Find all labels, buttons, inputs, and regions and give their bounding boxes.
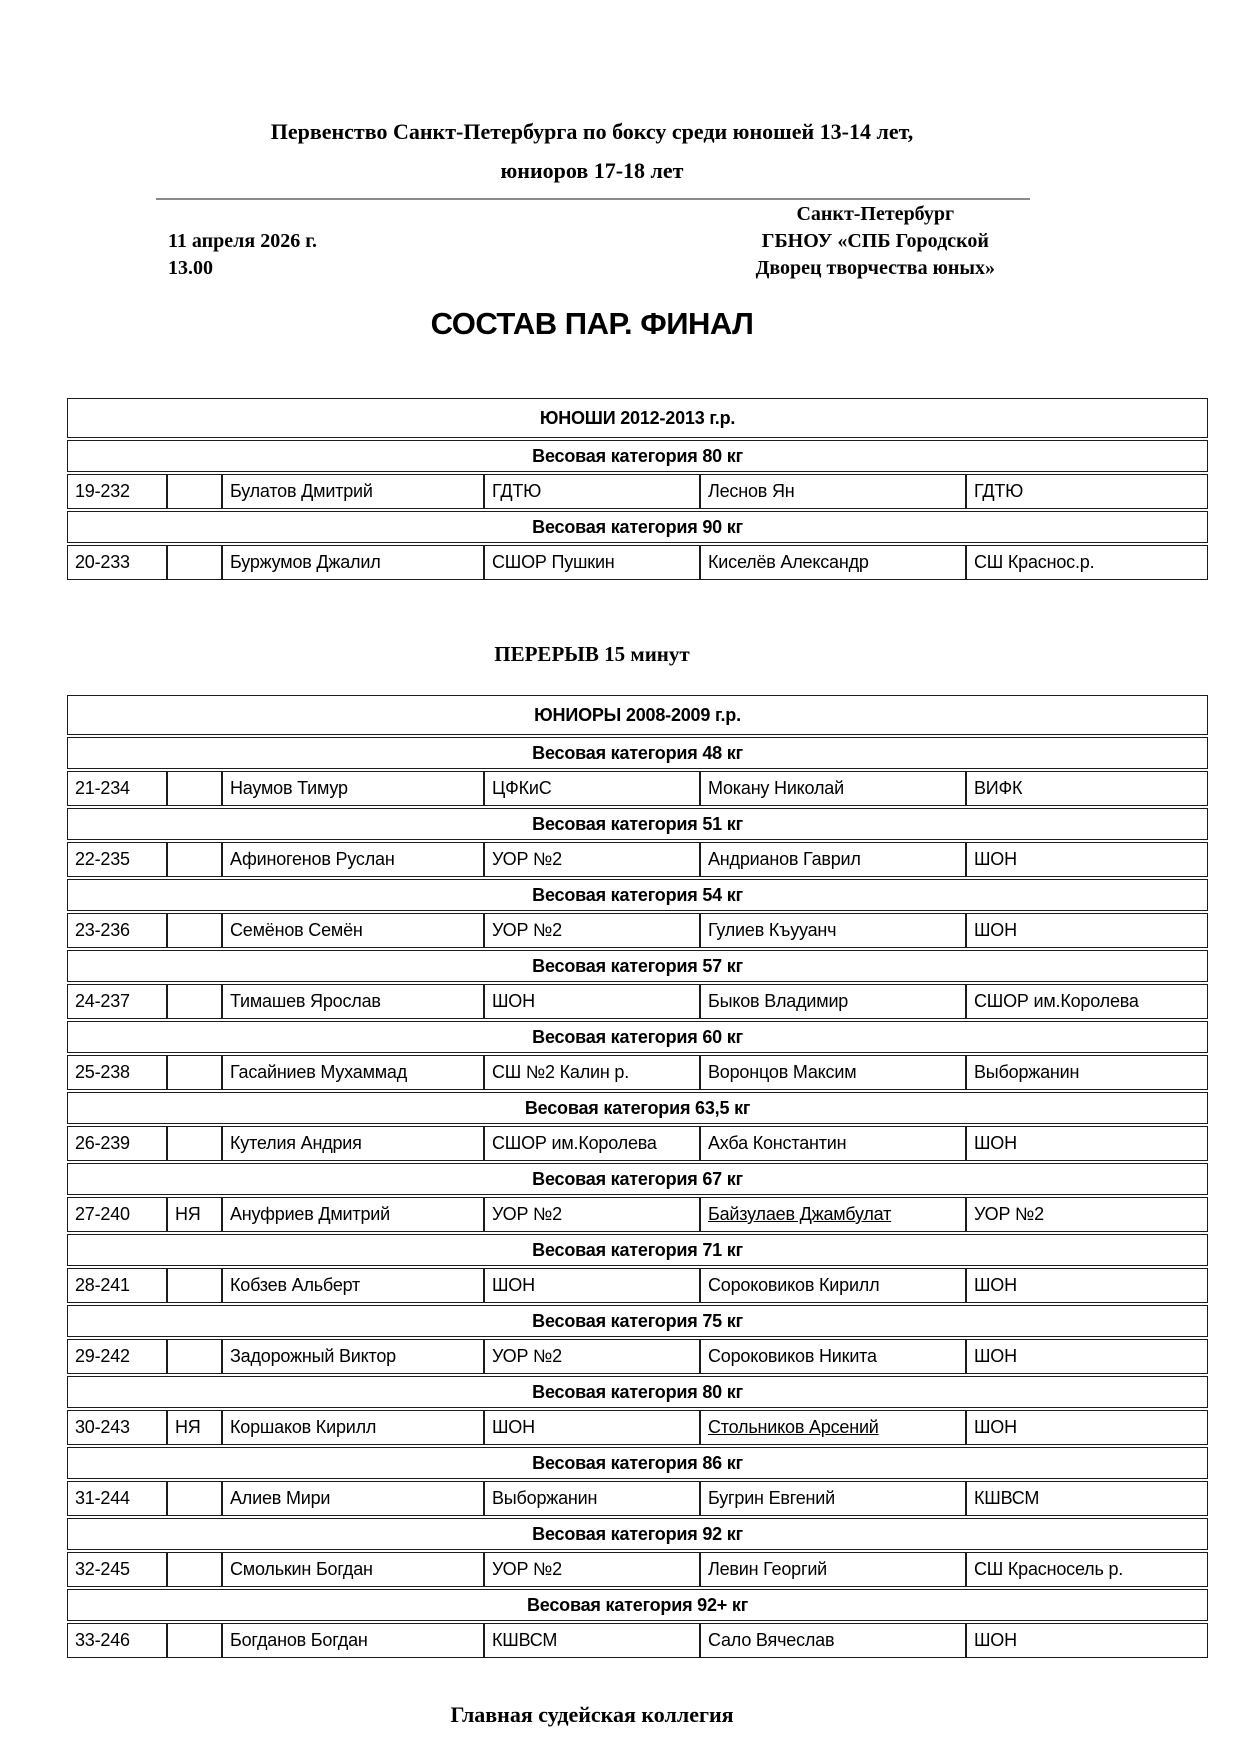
weight-category-row xyxy=(67,1518,1208,1550)
weight-category-row xyxy=(67,1092,1208,1124)
bout-number: 23-236 xyxy=(67,913,167,948)
blue-corner-club: ШОН xyxy=(966,1268,1208,1303)
weight-category-row xyxy=(67,1163,1208,1195)
bout-number: 32-245 xyxy=(67,1552,167,1587)
red-corner-name: Кобзев Альберт xyxy=(222,1268,484,1303)
blue-corner-club: ШОН xyxy=(966,1339,1208,1374)
red-corner-club: СШОР Пушкин xyxy=(484,545,700,580)
blue-corner-name: Стольников Арсений xyxy=(700,1410,966,1445)
weight-category: Весовая категория 60 кг xyxy=(67,1021,1208,1053)
bout-number: 29-242 xyxy=(67,1339,167,1374)
weight-category-row xyxy=(67,440,1208,472)
section-title: ЮНОШИ 2012-2013 г.р. xyxy=(67,398,1208,438)
weight-category: Весовая категория 63,5 кг xyxy=(67,1092,1208,1124)
main-heading: СОСТАВ ПАР. ФИНАЛ xyxy=(430,306,754,341)
blue-corner-club: УОР №2 xyxy=(966,1197,1208,1232)
weight-category-row xyxy=(67,879,1208,911)
bout-row xyxy=(67,1552,1208,1587)
blue-corner-name: Быков Владимир xyxy=(700,984,966,1019)
weight-category-row xyxy=(67,1234,1208,1266)
red-corner-name: Булатов Дмитрий xyxy=(222,474,484,509)
blue-corner-name: Гулиев Къууанч xyxy=(700,913,966,948)
bout-row xyxy=(67,474,1208,509)
blue-corner-club: СШ Краснос.р. xyxy=(966,545,1208,580)
weight-category-row xyxy=(67,1589,1208,1621)
blue-corner-name: Сороковиков Кирилл xyxy=(700,1268,966,1303)
blue-corner-name: Ахба Константин xyxy=(700,1126,966,1161)
pairs-table-yunoshi xyxy=(67,396,1208,582)
blue-corner-club: СШ Красносель р. xyxy=(966,1552,1208,1587)
blue-corner-name: Байзулаев Джамбулат xyxy=(700,1197,966,1232)
weight-category: Весовая категория 86 кг xyxy=(67,1447,1208,1479)
weight-category: Весовая категория 71 кг xyxy=(67,1234,1208,1266)
blue-corner-name: Сороковиков Никита xyxy=(700,1339,966,1374)
weight-category: Весовая категория 75 кг xyxy=(67,1305,1208,1337)
event-time: 13.00 xyxy=(168,257,213,279)
bout-mark: НЯ xyxy=(167,1197,222,1232)
weight-category: Весовая категория 67 кг xyxy=(67,1163,1208,1195)
weight-category: Весовая категория 90 кг xyxy=(67,511,1208,543)
bout-mark xyxy=(167,1339,222,1374)
red-corner-club: УОР №2 xyxy=(484,842,700,877)
blue-corner-club: ВИФК xyxy=(966,771,1208,806)
event-city: Санкт-Петербург xyxy=(796,203,955,225)
bout-mark xyxy=(167,771,222,806)
red-corner-club: УОР №2 xyxy=(484,1197,700,1232)
title-line2: юниоров 17-18 лет xyxy=(500,158,684,183)
red-corner-club: ГДТЮ xyxy=(484,474,700,509)
bout-mark xyxy=(167,842,222,877)
bout-number: 25-238 xyxy=(67,1055,167,1090)
weight-category: Весовая категория 80 кг xyxy=(67,1376,1208,1408)
red-corner-name: Семёнов Семён xyxy=(222,913,484,948)
footer-note: Главная судейская коллегия xyxy=(450,1702,734,1727)
bout-mark xyxy=(167,1126,222,1161)
red-corner-club: КШВСМ xyxy=(484,1623,700,1658)
blue-corner-name: Андрианов Гаврил xyxy=(700,842,966,877)
bout-mark xyxy=(167,984,222,1019)
red-corner-name: Кутелия Андрия xyxy=(222,1126,484,1161)
bout-row xyxy=(67,913,1208,948)
bout-number: 31-244 xyxy=(67,1481,167,1516)
blue-corner-club: ШОН xyxy=(966,1623,1208,1658)
bout-number: 22-235 xyxy=(67,842,167,877)
weight-category-row xyxy=(67,1447,1208,1479)
bout-row xyxy=(67,1410,1208,1445)
red-corner-club: ШОН xyxy=(484,984,700,1019)
blue-corner-name: Киселёв Александр xyxy=(700,545,966,580)
blue-corner-name: Левин Георгий xyxy=(700,1552,966,1587)
weight-category: Весовая категория 57 кг xyxy=(67,950,1208,982)
blue-corner-name: Сало Вячеслав xyxy=(700,1623,966,1658)
bout-row xyxy=(67,842,1208,877)
title-line1: Первенство Санкт-Петербурга по боксу среди юношей 13-14 лет, xyxy=(270,119,914,144)
blue-corner-club: ШОН xyxy=(966,842,1208,877)
blue-corner-name: Бугрин Евгений xyxy=(700,1481,966,1516)
bout-mark xyxy=(167,1055,222,1090)
weight-category-row xyxy=(67,737,1208,769)
red-corner-name: Задорожный Виктор xyxy=(222,1339,484,1374)
bout-number: 26-239 xyxy=(67,1126,167,1161)
blue-corner-club: ШОН xyxy=(966,1410,1208,1445)
venue-line2: Дворец творчества юных» xyxy=(755,257,995,279)
red-corner-club: ШОН xyxy=(484,1410,700,1445)
bout-row xyxy=(67,1339,1208,1374)
bout-number: 24-237 xyxy=(67,984,167,1019)
weight-category-row xyxy=(67,1376,1208,1408)
red-corner-club: СШ №2 Калин р. xyxy=(484,1055,700,1090)
blue-corner-club: ШОН xyxy=(966,1126,1208,1161)
red-corner-name: Смолькин Богдан xyxy=(222,1552,484,1587)
section-title: ЮНИОРЫ 2008-2009 г.р. xyxy=(67,695,1208,735)
red-corner-name: Ануфриев Дмитрий xyxy=(222,1197,484,1232)
blue-corner-club: СШОР им.Королева xyxy=(966,984,1208,1019)
bout-row xyxy=(67,1197,1208,1232)
bout-row xyxy=(67,1481,1208,1516)
blue-corner-club: ШОН xyxy=(966,913,1208,948)
blue-corner-name: Леснов Ян xyxy=(700,474,966,509)
bout-mark xyxy=(167,545,222,580)
red-corner-club: УОР №2 xyxy=(484,1339,700,1374)
break-note: ПЕРЕРЫВ 15 минут xyxy=(494,642,690,666)
document-title xyxy=(0,0,1184,190)
bout-mark xyxy=(167,474,222,509)
red-corner-club: ЦФКиС xyxy=(484,771,700,806)
bout-number: 27-240 xyxy=(67,1197,167,1232)
red-corner-club: УОР №2 xyxy=(484,913,700,948)
bout-mark xyxy=(167,913,222,948)
weight-category: Весовая категория 48 кг xyxy=(67,737,1208,769)
blue-corner-name: Мокану Николай xyxy=(700,771,966,806)
red-corner-name: Алиев Мири xyxy=(222,1481,484,1516)
bout-mark xyxy=(167,1623,222,1658)
venue-line1: ГБНОУ «СПБ Городской xyxy=(761,230,989,252)
event-datetime xyxy=(168,201,317,282)
blue-corner-name: Воронцов Максим xyxy=(700,1055,966,1090)
weight-category-row xyxy=(67,808,1208,840)
weight-category-row xyxy=(67,1305,1208,1337)
weight-category: Весовая категория 51 кг xyxy=(67,808,1208,840)
red-corner-name: Гасайниев Мухаммад xyxy=(222,1055,484,1090)
weight-category: Весовая категория 92+ кг xyxy=(67,1589,1208,1621)
bout-row xyxy=(67,1055,1208,1090)
blue-corner-club: КШВСМ xyxy=(966,1481,1208,1516)
bout-mark xyxy=(167,1268,222,1303)
weight-category-row xyxy=(67,1021,1208,1053)
bout-number: 20-233 xyxy=(67,545,167,580)
bout-mark: НЯ xyxy=(167,1410,222,1445)
section-header-row xyxy=(67,398,1208,438)
event-info xyxy=(168,201,995,282)
bout-mark xyxy=(167,1552,222,1587)
weight-category-row xyxy=(67,511,1208,543)
weight-category: Весовая категория 92 кг xyxy=(67,1518,1208,1550)
red-corner-name: Буржумов Джалил xyxy=(222,545,484,580)
red-corner-club: СШОР им.Королева xyxy=(484,1126,700,1161)
pairs-table-yuniory xyxy=(67,693,1208,1660)
event-date: 11 апреля 2026 г. xyxy=(168,230,318,252)
weight-category: Весовая категория 54 кг xyxy=(67,879,1208,911)
bout-row xyxy=(67,1126,1208,1161)
blue-corner-club: Выборжанин xyxy=(966,1055,1208,1090)
red-corner-name: Тимашев Ярослав xyxy=(222,984,484,1019)
bout-row xyxy=(67,984,1208,1019)
red-corner-club: Выборжанин xyxy=(484,1481,700,1516)
bout-mark xyxy=(167,1481,222,1516)
bout-row xyxy=(67,1268,1208,1303)
red-corner-club: ШОН xyxy=(484,1268,700,1303)
bout-number: 28-241 xyxy=(67,1268,167,1303)
bout-row xyxy=(67,1623,1208,1658)
event-venue xyxy=(756,201,995,282)
bout-row xyxy=(67,771,1208,806)
red-corner-name: Коршаков Кирилл xyxy=(222,1410,484,1445)
blue-corner-club: ГДТЮ xyxy=(966,474,1208,509)
red-corner-name: Богданов Богдан xyxy=(222,1623,484,1658)
bout-number: 19-232 xyxy=(67,474,167,509)
weight-category-row xyxy=(67,950,1208,982)
bout-number: 30-243 xyxy=(67,1410,167,1445)
red-corner-name: Афиногенов Руслан xyxy=(222,842,484,877)
section-header-row xyxy=(67,695,1208,735)
weight-category: Весовая категория 80 кг xyxy=(67,440,1208,472)
bout-number: 33-246 xyxy=(67,1623,167,1658)
bout-number: 21-234 xyxy=(67,771,167,806)
bout-row xyxy=(67,545,1208,580)
red-corner-club: УОР №2 xyxy=(484,1552,700,1587)
title-divider-line xyxy=(156,198,1030,200)
red-corner-name: Наумов Тимур xyxy=(222,771,484,806)
